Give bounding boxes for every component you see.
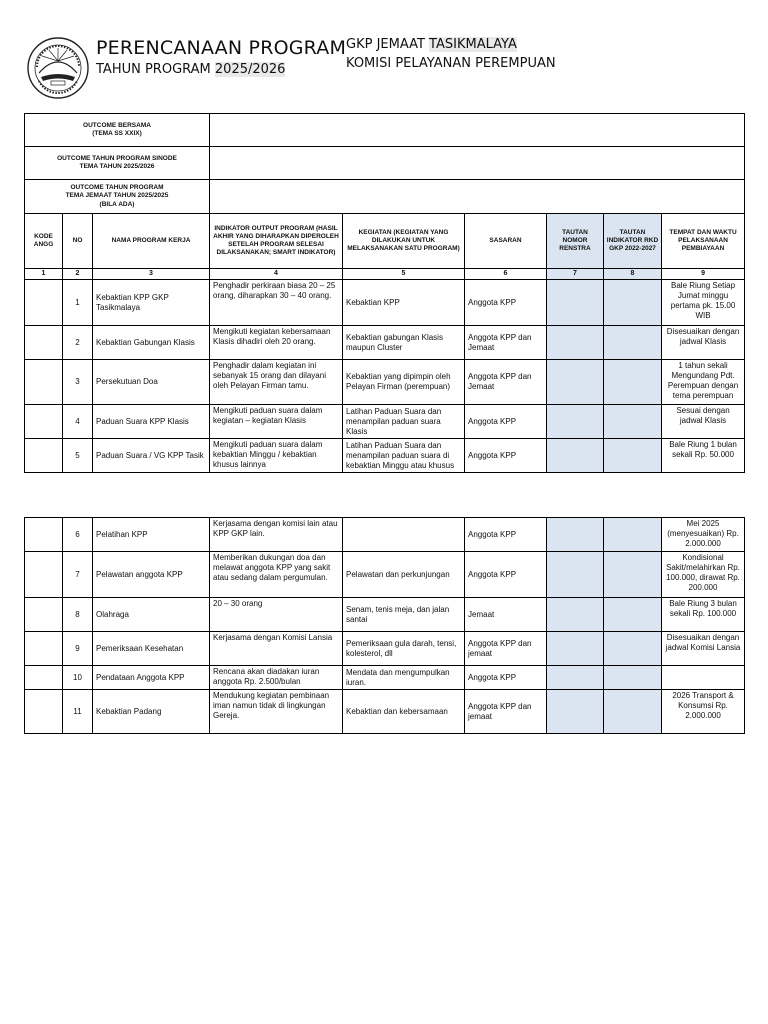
no-cell: 9 <box>63 632 93 666</box>
column-header: NAMA PROGRAM KERJA <box>93 214 210 269</box>
rkd-link-cell <box>604 690 662 734</box>
no-cell: 5 <box>63 439 93 473</box>
table-row <box>25 360 745 405</box>
outcome-row <box>25 147 745 180</box>
column-header: NO <box>63 214 93 269</box>
column-number: 9 <box>662 269 745 280</box>
kode-cell <box>25 666 63 690</box>
column-header: TAUTAN NOMOR RENSTRA <box>547 214 604 269</box>
rkd-link-cell <box>604 326 662 360</box>
target-cell: Anggota KPP <box>465 666 547 690</box>
no-cell: 11 <box>63 690 93 734</box>
program-name-cell: Kebaktian Gabungan Klasis <box>93 326 210 360</box>
column-header-row <box>25 214 745 269</box>
rkd-link-cell <box>604 280 662 326</box>
column-number: 8 <box>604 269 662 280</box>
renstra-link-cell <box>547 690 604 734</box>
column-number: 5 <box>343 269 465 280</box>
rkd-link-cell <box>604 518 662 552</box>
indicator-cell: Penghadir perkiraan biasa 20 – 25 orang, diharapkan 30 – 40 orang. <box>210 280 343 326</box>
kode-cell <box>25 405 63 439</box>
renstra-link-cell <box>547 280 604 326</box>
outcome-value <box>210 180 745 214</box>
outcome-row <box>25 180 745 214</box>
rkd-link-cell <box>604 598 662 632</box>
target-cell: Anggota KPP <box>465 405 547 439</box>
no-cell: 8 <box>63 598 93 632</box>
target-cell: Anggota KPP <box>465 439 547 473</box>
target-cell: Anggota KPP dan Jemaat <box>465 360 547 405</box>
program-year: TAHUN PROGRAM 2025/2026 <box>96 62 286 77</box>
indicator-cell: Kerjasama dengan komisi lain atau KPP GKP lain. <box>210 518 343 552</box>
column-header: INDIKATOR OUTPUT PROGRAM (HASIL AKHIR YANG DIHARAPKAN DIPEROLEH SETELAH PROGRAM SELESAI DILAKSANAKAN; SMART INDIKATOR) <box>210 214 343 269</box>
activity-cell: Pemeriksaan gula darah, tensi, kolesterol, dll <box>343 632 465 666</box>
rkd-link-cell <box>604 552 662 598</box>
program-name-cell: Kebaktian KPP GKP Tasikmalaya <box>93 280 210 326</box>
outcome-value <box>210 147 745 180</box>
program-name-cell: Paduan Suara KPP Klasis <box>93 405 210 439</box>
place-time-cost-cell: Sesuai dengan jadwal Klasis <box>662 405 745 439</box>
column-header: KEGIATAN (KEGIATAN YANG DILAKUKAN UNTUK MELAKSANAKAN SATU PROGRAM) <box>343 214 465 269</box>
activity-cell: Kebaktian yang dipimpin oleh Pelayan Firman (perempuan) <box>343 360 465 405</box>
no-cell: 6 <box>63 518 93 552</box>
activity-cell: Mendata dan mengumpulkan iuran. <box>343 666 465 690</box>
table-row <box>25 405 745 439</box>
table-row <box>25 552 745 598</box>
table-row <box>25 690 745 734</box>
program-table-page-1 <box>24 113 745 473</box>
table-body <box>25 518 745 734</box>
kode-cell <box>25 552 63 598</box>
table-body <box>25 280 745 473</box>
program-name-cell: Pelatihan KPP <box>93 518 210 552</box>
outcome-row <box>25 114 745 147</box>
column-number: 2 <box>63 269 93 280</box>
column-number: 4 <box>210 269 343 280</box>
target-cell: Anggota KPP dan jemaat <box>465 690 547 734</box>
target-cell: Anggota KPP dan jemaat <box>465 632 547 666</box>
activity-cell: Kebaktian dan kebersamaan <box>343 690 465 734</box>
rkd-link-cell <box>604 632 662 666</box>
column-number: 3 <box>93 269 210 280</box>
table-row <box>25 598 745 632</box>
program-name-cell: Pelawatan anggota KPP <box>93 552 210 598</box>
table-row <box>25 632 745 666</box>
column-number: 7 <box>547 269 604 280</box>
rkd-link-cell <box>604 666 662 690</box>
table-row <box>25 326 745 360</box>
activity-cell: Latihan Paduan Suara dan menampilan paduan suara di kebaktian Minggu atau khusus <box>343 439 465 473</box>
indicator-cell: Memberikan dukungan doa dan melawat anggota KPP yang sakit atau sedang dalam pergumulan. <box>210 552 343 598</box>
table-row <box>25 280 745 326</box>
program-name-cell: Persekutuan Doa <box>93 360 210 405</box>
renstra-link-cell <box>547 598 604 632</box>
church-logo <box>27 37 89 99</box>
place-time-cost-cell: Disesuaikan dengan jadwal Komisi Lansia <box>662 632 745 666</box>
renstra-link-cell <box>547 666 604 690</box>
program-name-cell: Pemeriksaan Kesehatan <box>93 632 210 666</box>
no-cell: 2 <box>63 326 93 360</box>
outcome-label: OUTCOME TAHUN PROGRAM SINODE TEMA TAHUN 2025/2026 <box>25 147 210 180</box>
kode-cell <box>25 518 63 552</box>
program-table-page-2 <box>24 517 745 734</box>
kode-cell <box>25 690 63 734</box>
no-cell: 1 <box>63 280 93 326</box>
no-cell: 3 <box>63 360 93 405</box>
kode-cell <box>25 439 63 473</box>
indicator-cell: 20 – 30 orang <box>210 598 343 632</box>
activity-cell <box>343 518 465 552</box>
no-cell: 7 <box>63 552 93 598</box>
commission-name: KOMISI PELAYANAN PEREMPUAN <box>346 56 556 71</box>
target-cell: Anggota KPP dan Jemaat <box>465 326 547 360</box>
rkd-link-cell <box>604 439 662 473</box>
kode-cell <box>25 360 63 405</box>
kode-cell <box>25 280 63 326</box>
activity-cell: Kebaktian KPP <box>343 280 465 326</box>
column-number: 6 <box>465 269 547 280</box>
target-cell: Anggota KPP <box>465 552 547 598</box>
target-cell: Anggota KPP <box>465 280 547 326</box>
column-header: TAUTAN INDIKATOR RKD GKP 2022-2027 <box>604 214 662 269</box>
place-time-cost-cell <box>662 666 745 690</box>
no-cell: 10 <box>63 666 93 690</box>
activity-cell: Latihan Paduan Suara dan menampilan paduan suara Klasis <box>343 405 465 439</box>
place-time-cost-cell: Bale Riung 3 bulan sekali Rp. 100.000 <box>662 598 745 632</box>
target-cell: Anggota KPP <box>465 518 547 552</box>
outcome-value <box>210 114 745 147</box>
column-number-row <box>25 269 745 280</box>
activity-cell: Pelawatan dan perkunjungan <box>343 552 465 598</box>
column-header: TEMPAT DAN WAKTU PELAKSANAAN PEMBIAYAAN <box>662 214 745 269</box>
target-cell: Jemaat <box>465 598 547 632</box>
program-name-cell: Kebaktian Padang <box>93 690 210 734</box>
place-time-cost-cell: 2026 Transport & Konsumsi Rp. 2.000.000 <box>662 690 745 734</box>
kode-cell <box>25 632 63 666</box>
indicator-cell: Mendukung kegiatan pembinaan iman namun tidak di lingkungan Gereja. <box>210 690 343 734</box>
rkd-link-cell <box>604 405 662 439</box>
indicator-cell: Rencana akan diadakan iuran anggota Rp. 2.500/bulan <box>210 666 343 690</box>
table-row <box>25 439 745 473</box>
place-time-cost-cell: Mei 2025 (menyesuaikan) Rp. 2.000.000 <box>662 518 745 552</box>
place-time-cost-cell: Kondisional Sakit/melahirkan Rp. 100.000, dirawat Rp. 200.000 <box>662 552 745 598</box>
column-header: KODE ANGG <box>25 214 63 269</box>
kode-cell <box>25 598 63 632</box>
indicator-cell: Mengikuti paduan suara dalam kegiatan – kegiatan Klasis <box>210 405 343 439</box>
table-row <box>25 666 745 690</box>
renstra-link-cell <box>547 360 604 405</box>
indicator-cell: Mengikuti paduan suara dalam kebaktian Minggu / kebaktian khusus lainnya <box>210 439 343 473</box>
document-title: PERENCANAAN PROGRAM <box>96 37 347 59</box>
renstra-link-cell <box>547 439 604 473</box>
kode-cell <box>25 326 63 360</box>
renstra-link-cell <box>547 326 604 360</box>
renstra-link-cell <box>547 518 604 552</box>
renstra-link-cell <box>547 632 604 666</box>
outcome-label: OUTCOME TAHUN PROGRAM TEMA JEMAAT TAHUN 2025/2025 (BILA ADA) <box>25 180 210 214</box>
no-cell: 4 <box>63 405 93 439</box>
program-name-cell: Paduan Suara / VG KPP Tasik <box>93 439 210 473</box>
program-name-cell: Olahraga <box>93 598 210 632</box>
indicator-cell: Kerjasama dengan Komisi Lansia <box>210 632 343 666</box>
place-time-cost-cell: Disesuaikan dengan jadwal Klasis <box>662 326 745 360</box>
column-header: SASARAN <box>465 214 547 269</box>
rkd-link-cell <box>604 360 662 405</box>
column-number: 1 <box>25 269 63 280</box>
outcome-label: OUTCOME BERSAMA (TEMA SS XXIX) <box>25 114 210 147</box>
renstra-link-cell <box>547 405 604 439</box>
activity-cell: Senam, tenis meja, dan jalan santai <box>343 598 465 632</box>
indicator-cell: Mengikuti kegiatan kebersamaan Klasis dihadiri oleh 20 orang. <box>210 326 343 360</box>
place-time-cost-cell: 1 tahun sekali Mengundang Pdt. Perempuan dengan tema perempuan <box>662 360 745 405</box>
place-time-cost-cell: Bale Riung 1 bulan sekali Rp. 50.000 <box>662 439 745 473</box>
table-row <box>25 518 745 552</box>
indicator-cell: Penghadir dalam kegiatan ini sebanyak 15 orang dan dilayani oleh Pelayan Firman tamu. <box>210 360 343 405</box>
renstra-link-cell <box>547 552 604 598</box>
activity-cell: Kebaktian gabungan Klasis maupun Cluster <box>343 326 465 360</box>
program-name-cell: Pendataan Anggota KPP <box>93 666 210 690</box>
church-name: GKP JEMAAT TASIKMALAYA <box>346 37 517 52</box>
place-time-cost-cell: Bale Riung Setiap Jumat minggu pertama pk. 15.00 WIB <box>662 280 745 326</box>
